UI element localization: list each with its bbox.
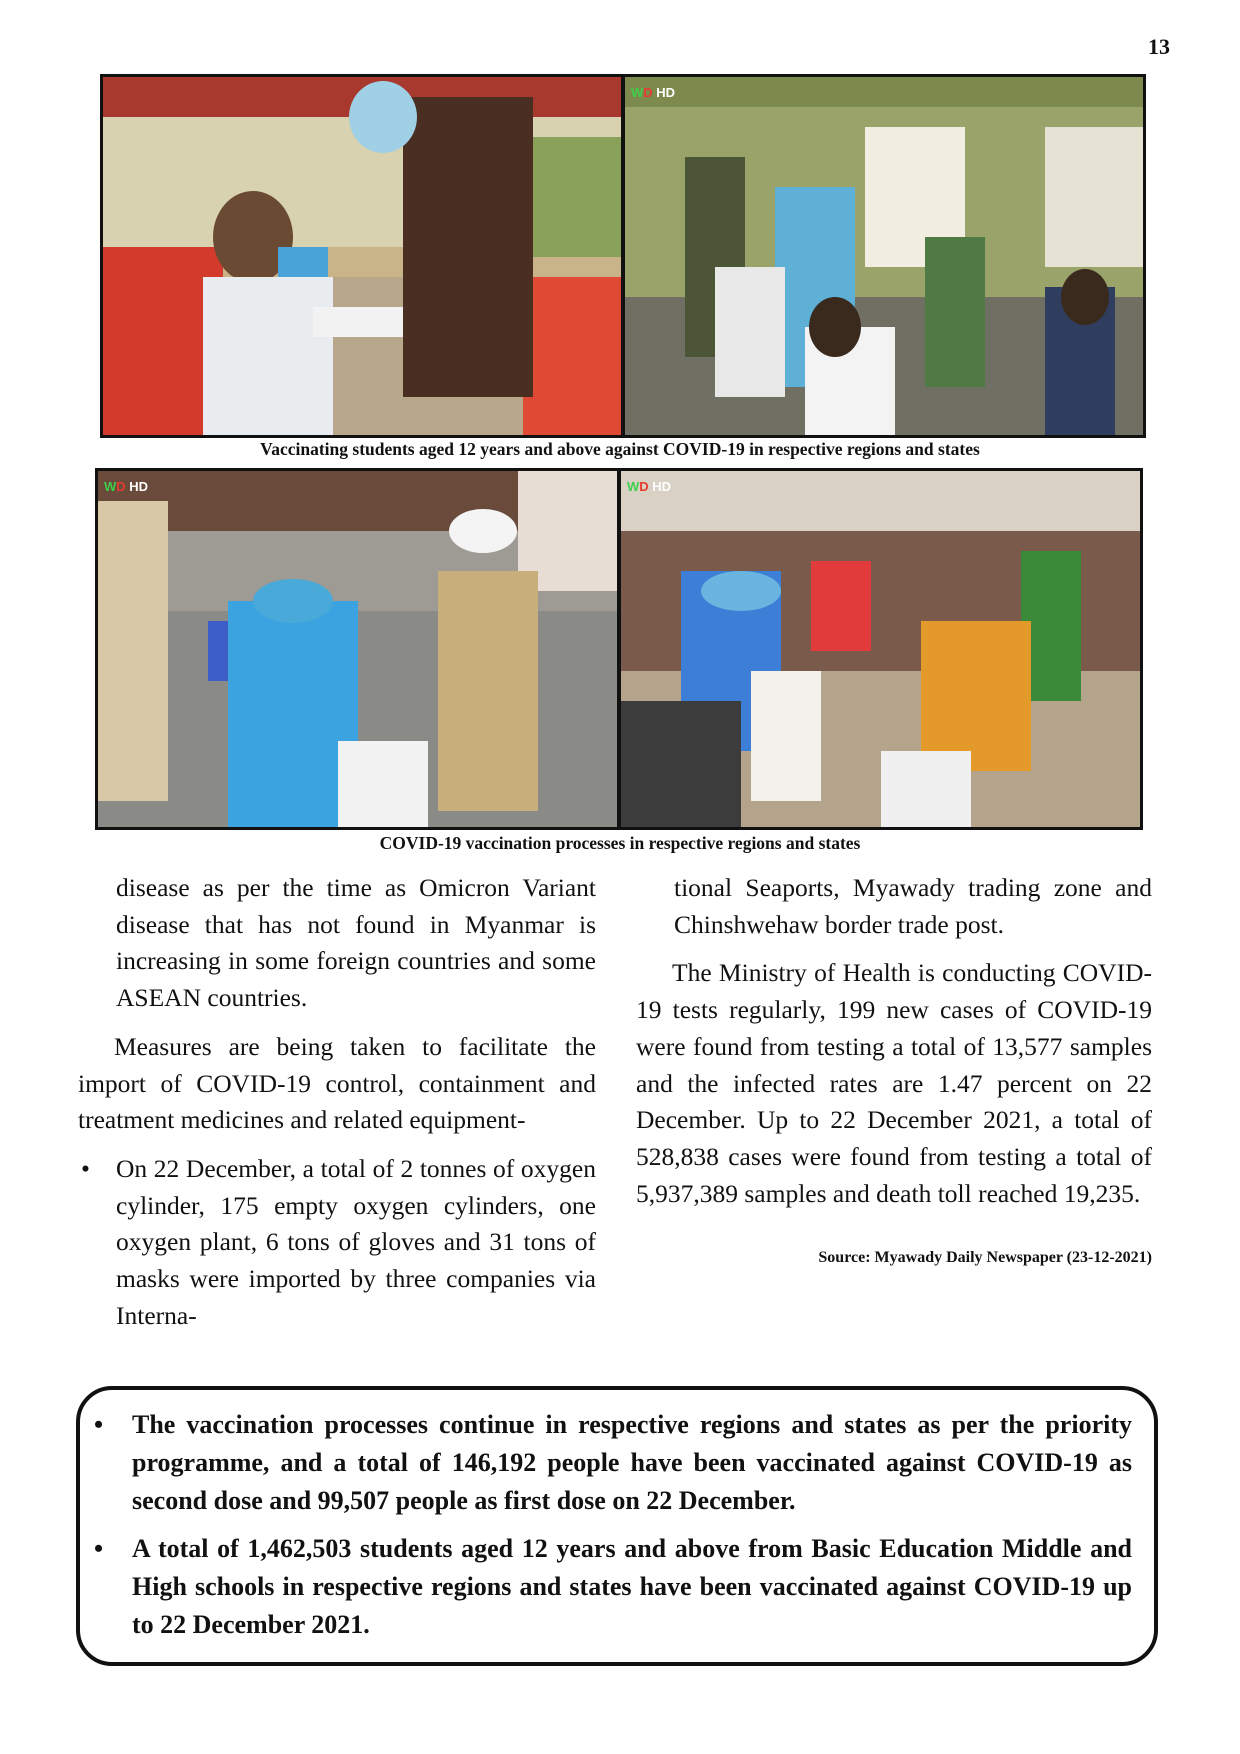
channel-logo: WD HD: [104, 479, 149, 494]
right-column: [636, 870, 1152, 1277]
left-column: [78, 870, 596, 1346]
photo-caption-vaccination: COVID-19 vaccination processes in respective regions and states: [379, 833, 861, 853]
highlight-item-students: • A total of 1,462,503 students aged 12 years and above from Basic Education Middle and High schools in respective regions and states have been vaccinated against COVID-19 up to 22 December 2021.: [132, 1530, 1132, 1644]
photo-vaccination-process-2: [621, 471, 1140, 827]
photo-student-vaccination-2: [625, 77, 1143, 435]
paragraph-omicron: disease as per the time as Omicron Variant disease that has not found in Myanmar is increasing in some foreign countries and some ASEAN countries.: [116, 873, 596, 1013]
paragraph-seaports: tional Seaports, Myawady trading zone and Chinshwehaw border trade post.: [674, 873, 1152, 939]
channel-logo: WD HD: [627, 479, 672, 494]
source-credit: Source: Myawady Daily Newspaper (23-12-2021): [818, 1249, 1152, 1267]
highlight-item-doses: • The vaccination processes continue in respective regions and states as per the priority programme, and a total of 146,192 people have been vaccinated against COVID-19 as second dose and 99,507 people as first dose on 22 December.: [132, 1406, 1132, 1520]
page-number: 13: [1148, 34, 1170, 59]
photo-vaccination-process-1: [98, 471, 617, 827]
highlight-box: [76, 1386, 1158, 1666]
photo-caption-students: Vaccinating students aged 12 years and above against COVID-19 in respective regions and states: [260, 439, 980, 459]
bullet-oxygen-import: • On 22 December, a total of 2 tonnes of oxygen cylinder, 175 empty oxygen cylinders, one oxygen plant, 6 tons of gloves and 31 tons of masks were imported by three companies via Interna-: [78, 1151, 596, 1335]
photo-row-students: [100, 74, 1146, 438]
channel-logo: WD HD: [631, 85, 676, 100]
photo-row-vaccination: [95, 468, 1143, 830]
paragraph-measures: Measures are being taken to facilitate the import of COVID-19 control, containment and treatment medicines and related equipment-: [78, 1031, 596, 1135]
photo-student-vaccination-1: [103, 77, 621, 435]
paragraph-tests: The Ministry of Health is conducting COVID-19 tests regularly, 199 new cases of COVID-19 were found from testing a total of 13,577 samples and the infected rates are 1.47 percent on 22 December. Up to 22 December 2021, a total of 528,838 cases were found from testing a total of 5,937,389 samples and death toll reached 19,235.: [636, 958, 1152, 1208]
